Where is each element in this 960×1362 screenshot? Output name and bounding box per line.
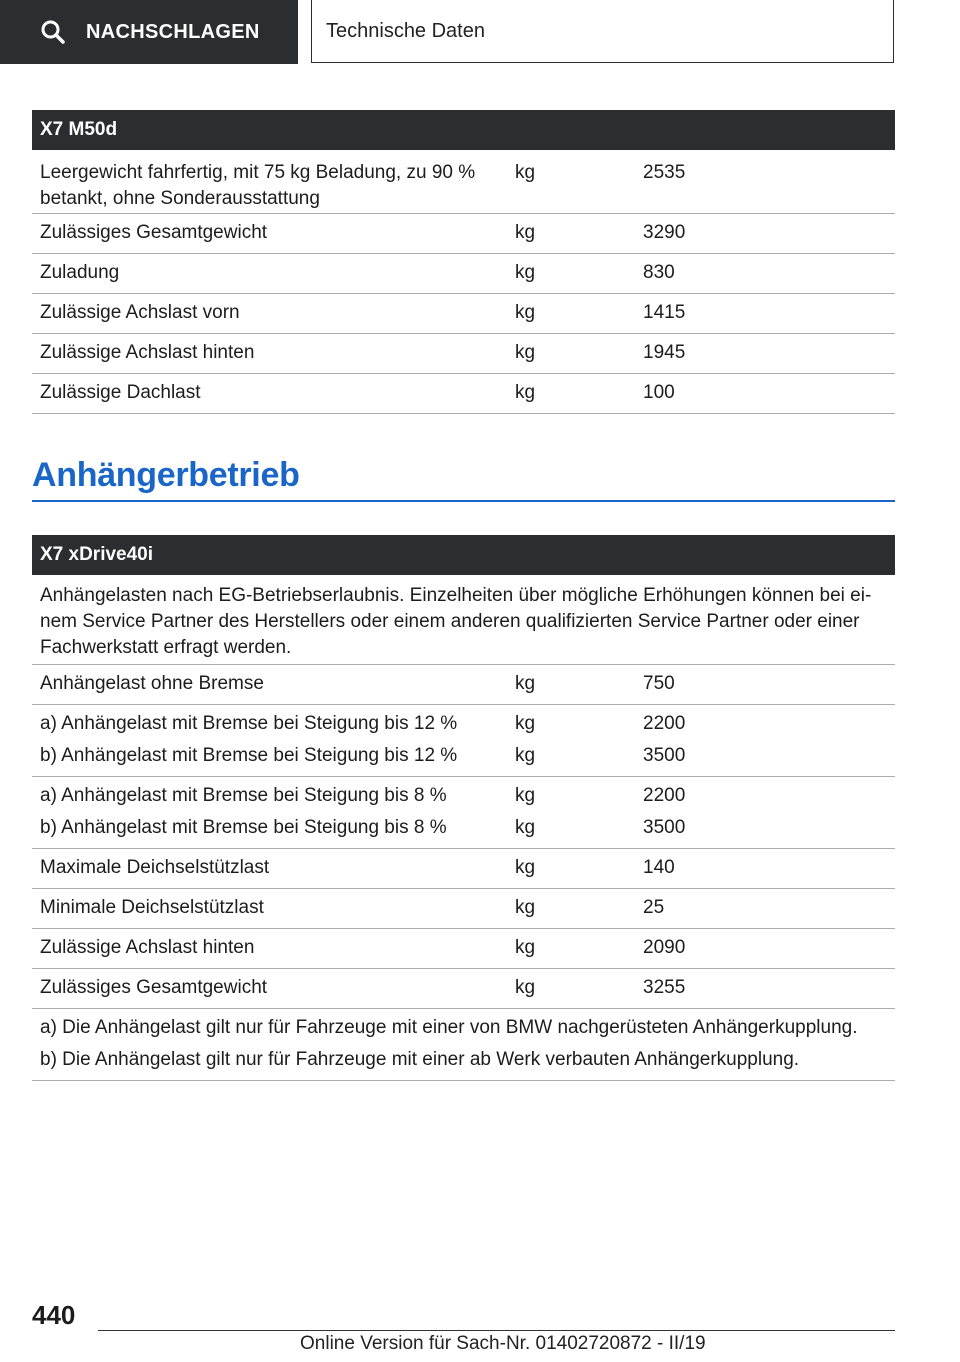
row-unit: kg [515,977,536,998]
row-value: 2200 [643,713,686,734]
row-label: Zuladung [40,262,120,283]
row-label-line: betankt, ohne Sonderausstattung [40,188,320,209]
table-row [32,374,895,414]
row-label: b) Anhängelast mit Bremse bei Steigung bis 12 % [40,745,458,766]
row-label: Zulässige Achslast hinten [40,342,255,363]
row-label: Zulässige Achslast vorn [40,302,240,323]
table-row [32,334,895,374]
row-value: 2200 [643,785,686,806]
row-unit: kg [515,857,536,878]
table-row [32,150,895,214]
row-unit: kg [515,817,536,838]
footnote-a: a) Die Anhängelast gilt nur für Fahrzeuge mit einer von BMW nachgerüsteten Anhängerkupplung. [40,1017,858,1038]
intro-line: Anhängelasten nach EG-Betriebserlaubnis. Einzelheiten über mögliche Erhöhungen können bei ei- [40,585,872,606]
table-header: X7 xDrive40i [32,535,895,575]
table-row [32,777,895,849]
section-title: Anhängerbetrieb [32,456,300,494]
table-row [32,254,895,294]
intro-text [40,583,875,661]
table-row [32,849,895,889]
table-header: X7 M50d [32,110,895,150]
row-label: Zulässiges Gesamtgewicht [40,977,268,998]
row-unit: kg [515,342,536,363]
row-unit: kg [515,222,536,243]
row-unit: kg [515,897,536,918]
intro-line: Fachwerkstatt erfragt werden. [40,637,292,658]
table-row [32,705,895,777]
row-value: 2535 [643,162,686,183]
row-unit: kg [515,785,536,806]
row-label [40,160,475,212]
table-row [32,294,895,334]
row-label: Zulässiges Gesamtgewicht [40,222,268,243]
row-value: 140 [643,857,675,878]
table-x7-m50d [32,110,895,414]
row-value: 100 [643,382,675,403]
row-label: Minimale Deichselstützlast [40,897,264,918]
table-intro-row [32,575,895,665]
row-label: a) Anhängelast mit Bremse bei Steigung bis 12 % [40,713,458,734]
section-breadcrumb [311,0,894,63]
footer-divider [98,1330,895,1331]
footnote-b: b) Die Anhängelast gilt nur für Fahrzeuge mit einer ab Werk verbauten Anhängerkupplung. [40,1049,800,1070]
row-unit: kg [515,713,536,734]
row-unit: kg [515,673,536,694]
row-unit: kg [515,937,536,958]
row-label-line: Leergewicht fahrfertig, mit 75 kg Beladung, zu 90 % [40,162,476,183]
row-value: 1415 [643,302,686,323]
row-label: a) Anhängelast mit Bremse bei Steigung bis 8 % [40,785,447,806]
row-value: 3500 [643,745,686,766]
row-value: 25 [643,897,665,918]
row-value: 750 [643,673,675,694]
nav-tab-nachschlagen[interactable] [0,0,298,64]
row-value: 2090 [643,937,686,958]
row-value: 3290 [643,222,686,243]
row-label: b) Anhängelast mit Bremse bei Steigung bis 8 % [40,817,447,838]
intro-line: nem Service Partner des Herstellers oder einem anderen qualifizierten Service Partner oder einer [40,611,860,632]
breadcrumb-label: Technische Daten [326,19,485,42]
nav-tab-label: NACHSCHLAGEN [86,20,260,43]
table-row [32,214,895,254]
search-icon [40,19,66,45]
page-number: 440 [32,1300,76,1330]
table-row [32,665,895,705]
row-label: Anhängelast ohne Bremse [40,673,264,694]
row-unit: kg [515,302,536,323]
row-label: Maximale Deichselstützlast [40,857,270,878]
row-unit: kg [515,382,536,403]
table-x7-xdrive40i [32,535,895,1081]
row-value: 3500 [643,817,686,838]
section-divider [32,500,895,502]
row-value: 3255 [643,977,686,998]
row-unit: kg [515,745,536,766]
footer-text: Online Version für Sach-Nr. 01402720872 - II/19 [300,1333,706,1354]
row-value: 830 [643,262,675,283]
table-row [32,889,895,929]
row-value: 1945 [643,342,686,363]
table-notes-row [32,1009,895,1081]
row-unit: kg [515,262,536,283]
row-label: Zulässige Dachlast [40,382,201,403]
table-row [32,929,895,969]
table-row [32,969,895,1009]
row-label: Zulässige Achslast hinten [40,937,255,958]
row-unit: kg [515,162,536,183]
